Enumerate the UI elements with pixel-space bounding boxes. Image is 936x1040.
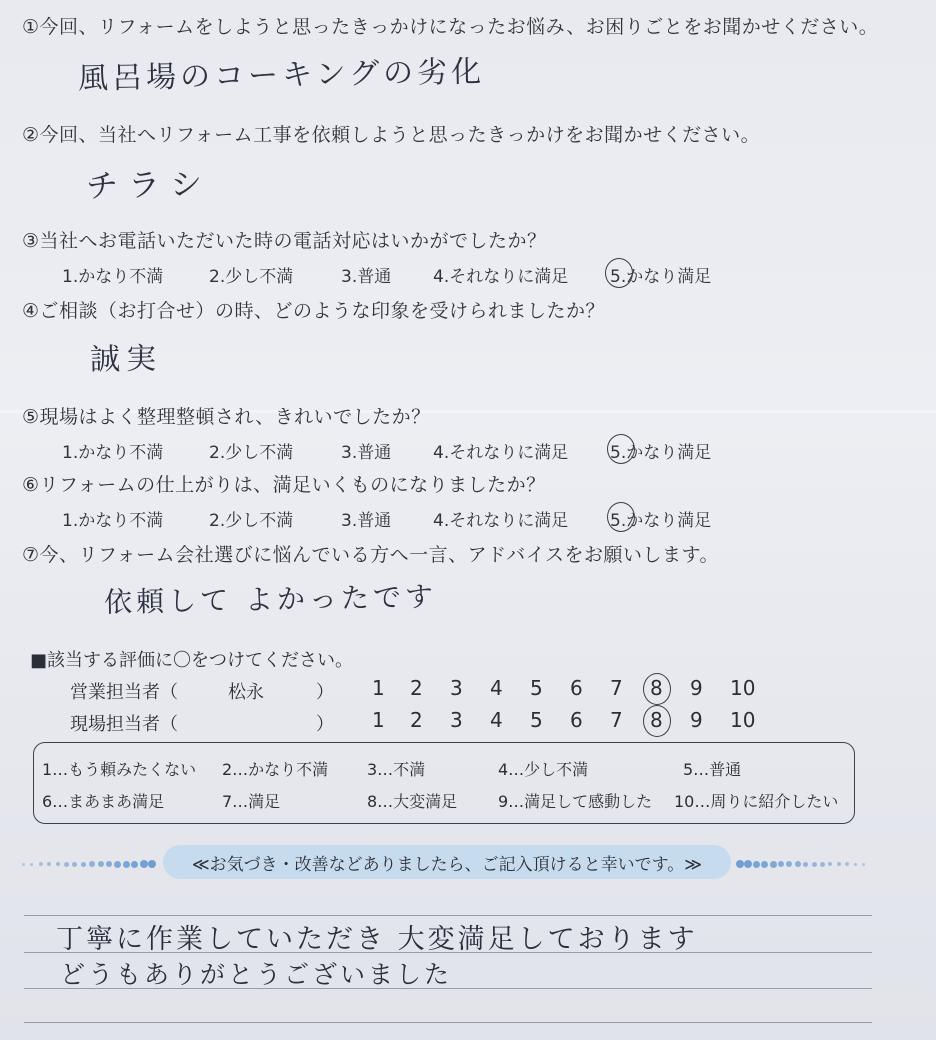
question-7: ⑦今、リフォーム会社選びに悩んでいる方へ一言、アドバイスをお願いします。 (22, 544, 719, 566)
answer-7-handwritten: 依頼して よかったです (103, 580, 438, 619)
rating-section-title: ■該当する評価に〇をつけてください。 (30, 650, 354, 671)
rating-number-8[interactable]: 8 (650, 708, 663, 732)
decor-dot (106, 861, 112, 867)
legend-item: 5…普通 (683, 760, 742, 779)
option-4[interactable]: 4.それなりに満足 (433, 267, 569, 287)
option-1[interactable]: 1.かなり不満 (62, 443, 164, 463)
decor-dot (812, 862, 817, 867)
question-2: ②今回、当社へリフォーム工事を依頼しようと思ったきっかけをお聞かせください。 (22, 124, 761, 146)
decor-dot (123, 861, 130, 868)
rating-number-1[interactable]: 1 (372, 708, 385, 732)
dot-strip-right (736, 860, 876, 868)
option-3[interactable]: 3.普通 (341, 267, 392, 287)
option-3[interactable]: 3.普通 (341, 511, 392, 531)
rating-number-9[interactable]: 9 (690, 708, 703, 732)
rating-number-2[interactable]: 2 (410, 676, 423, 700)
decor-dot (845, 862, 849, 866)
sales-rep-name: 松永 (228, 682, 264, 703)
decor-dot (761, 861, 768, 868)
rating-close-paren: ） (316, 714, 334, 735)
decor-dot (47, 862, 51, 866)
rating-number-2[interactable]: 2 (410, 708, 423, 732)
decor-dot (148, 860, 156, 868)
rating-number-8[interactable]: 8 (650, 676, 663, 700)
decor-dot (22, 863, 25, 866)
option-2[interactable]: 2.少し不満 (209, 267, 294, 287)
question-6: ⑥リフォームの仕上がりは、満足いくものになりましたか？ (22, 474, 546, 496)
legend-item: 3…不満 (367, 760, 426, 779)
decor-dot (828, 862, 832, 866)
rating-row-sales (70, 678, 334, 704)
decor-dot (30, 863, 33, 866)
legend-item: 10…周りに紹介したい (674, 792, 839, 811)
rating-row-site (70, 710, 334, 736)
option-4[interactable]: 4.それなりに満足 (433, 511, 569, 531)
option-1[interactable]: 1.かなり不満 (62, 511, 164, 531)
decor-dot (98, 861, 104, 867)
decor-dot (803, 862, 808, 867)
decor-dot (770, 861, 777, 868)
option-2[interactable]: 2.少し不満 (209, 511, 294, 531)
decor-dot (114, 861, 121, 868)
decor-dot (753, 861, 760, 868)
option-5[interactable]: 5.かなり満足 (610, 511, 712, 531)
answer-2-handwritten: チラシ (85, 164, 213, 206)
legend-item: 7…満足 (222, 792, 281, 811)
legend-item: 4…少し不満 (498, 760, 589, 779)
option-5[interactable]: 5.かなり満足 (610, 443, 712, 463)
rating-label-site: 現場担当者（ (70, 714, 178, 735)
decor-dot (89, 861, 95, 867)
selection-circle-q5 (607, 434, 635, 464)
decor-dot (820, 862, 825, 867)
option-4[interactable]: 4.それなりに満足 (433, 443, 569, 463)
decor-dot (854, 863, 857, 866)
decor-dot (862, 863, 865, 866)
legend-item: 6…まあまあ満足 (42, 792, 165, 811)
rating-number-5[interactable]: 5 (530, 676, 543, 700)
decor-dot (795, 861, 801, 867)
rating-number-7[interactable]: 7 (610, 708, 623, 732)
option-2[interactable]: 2.少し不満 (209, 443, 294, 463)
option-3[interactable]: 3.普通 (341, 443, 392, 463)
decor-dot (837, 862, 841, 866)
selection-circle-q3 (605, 258, 633, 288)
question-4: ④ご相談（お打合せ）の時、どのような印象を受けられましたか？ (22, 300, 606, 322)
decor-dot (140, 860, 148, 868)
option-5[interactable]: 5.かなり満足 (610, 267, 712, 287)
legend-item: 1…もう頼みたくない (42, 760, 197, 779)
question-1: ①今回、リフォームをしようと思ったきっかけになったお悩み、お困りごとをお聞かせください。 (22, 16, 879, 38)
comment-line (24, 1022, 872, 1023)
decor-dot (736, 860, 744, 868)
rating-number-10[interactable]: 10 (730, 708, 756, 732)
rating-number-9[interactable]: 9 (690, 676, 703, 700)
decor-dot (39, 862, 43, 866)
rating-label-sales: 営業担当者（ (70, 682, 178, 703)
comment-handwritten-2: どうもありがとうございました (60, 960, 453, 989)
rating-close-paren: ） (316, 682, 334, 703)
rating-number-4[interactable]: 4 (490, 708, 503, 732)
legend-item: 9…満足して感動した (498, 792, 653, 811)
decor-dot (786, 861, 792, 867)
decor-dot (64, 862, 69, 867)
rating-selection-circle (643, 705, 671, 737)
decor-dot (131, 861, 138, 868)
rating-number-6[interactable]: 6 (570, 708, 583, 732)
question-5: ⑤現場はよく整理整頓され、きれいでしたか？ (22, 406, 431, 428)
rating-number-3[interactable]: 3 (450, 676, 463, 700)
comment-banner: ≪お気づき・改善などありましたら、ご記入頂けると幸いです。≫ (163, 845, 731, 879)
option-1[interactable]: 1.かなり不満 (62, 267, 164, 287)
decor-dot (72, 862, 77, 867)
dot-strip-left (22, 860, 158, 868)
answer-1-handwritten: 風呂場のコーキングの劣化 (77, 54, 486, 97)
rating-number-10[interactable]: 10 (730, 676, 756, 700)
rating-number-6[interactable]: 6 (570, 676, 583, 700)
selection-circle-q6 (607, 502, 635, 532)
legend-item: 2…かなり不満 (222, 760, 329, 779)
decor-dot (56, 862, 60, 866)
question-3: ③当社へお電話いただいた時の電話対応はいかがでしたか？ (22, 230, 547, 252)
comment-handwritten-1: 丁寧に作業していただき 大変満足しております (56, 924, 698, 955)
decor-dot (744, 860, 752, 868)
comment-line (24, 915, 872, 916)
rating-number-3[interactable]: 3 (450, 708, 463, 732)
rating-selection-circle (643, 673, 671, 705)
answer-4-handwritten: 誠実 (89, 341, 163, 378)
rating-legend (33, 742, 855, 824)
legend-item: 8…大変満足 (367, 792, 458, 811)
rating-number-5[interactable]: 5 (530, 708, 543, 732)
decor-dot (778, 861, 784, 867)
rating-number-1[interactable]: 1 (372, 676, 385, 700)
rating-number-7[interactable]: 7 (610, 676, 623, 700)
decor-dot (81, 862, 86, 867)
rating-number-4[interactable]: 4 (490, 676, 503, 700)
